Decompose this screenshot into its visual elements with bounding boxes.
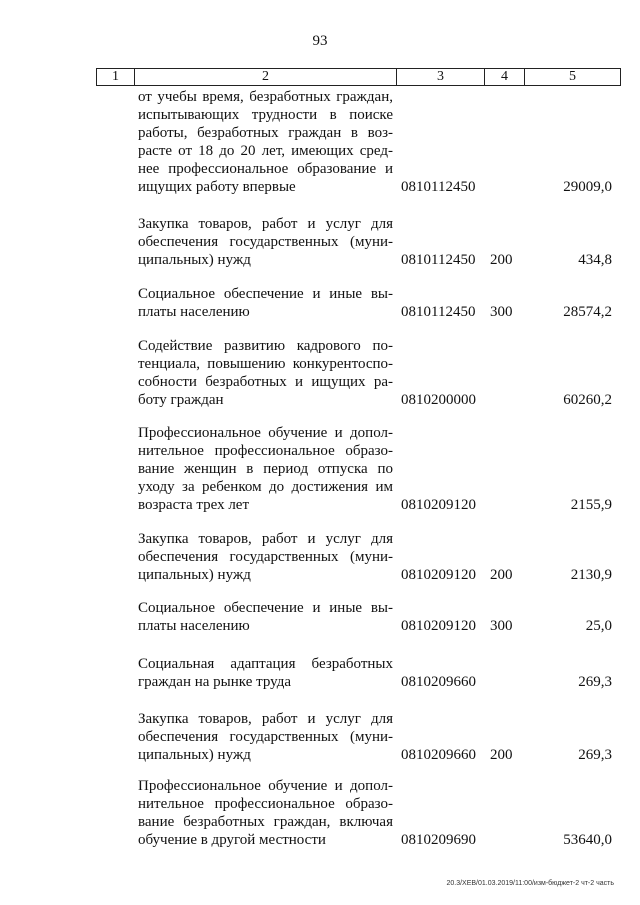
- row-code: 0810209690: [401, 832, 476, 848]
- description-line: Социальное обеспечение и иные вы-: [138, 286, 393, 302]
- row-description: [138, 337, 393, 409]
- description-line: тенциала, повышению конкурентоспо-: [138, 356, 393, 372]
- row-code: 0810209120: [401, 497, 476, 513]
- row-amount: 53640,0: [563, 832, 612, 848]
- description-line: нее профессиональное образование и: [138, 161, 393, 177]
- row-code: 0810112450: [401, 179, 476, 195]
- row-code: 0810112450: [401, 304, 476, 320]
- row-expense-type: 300: [490, 304, 513, 320]
- row-amount: 2130,9: [570, 567, 612, 583]
- description-line: обеспечения государственных (муни-: [138, 234, 393, 250]
- header-col-5: 5: [569, 69, 576, 84]
- row-expense-type: 200: [490, 747, 513, 763]
- row-description: [138, 599, 393, 635]
- description-line: платы населению: [138, 618, 250, 634]
- row-code: 0810209120: [401, 618, 476, 634]
- row-code: 0810209660: [401, 747, 476, 763]
- row-amount: 269,3: [578, 674, 612, 690]
- row-amount: 2155,9: [570, 497, 612, 513]
- row-amount: 269,3: [578, 747, 612, 763]
- description-line: Профессиональное обучение и допол-: [138, 425, 393, 441]
- description-line: возраста трех лет: [138, 497, 250, 513]
- row-code: 0810209660: [401, 674, 476, 690]
- description-line: работы, безработных граждан в воз-: [138, 125, 393, 141]
- description-line: Закупка товаров, работ и услуг для: [138, 711, 393, 727]
- description-line: Социальная адаптация безработных: [138, 656, 393, 672]
- row-description: [138, 424, 393, 514]
- description-line: Профессиональное обучение и допол-: [138, 778, 393, 794]
- row-description: [138, 88, 393, 196]
- description-line: граждан на рынке труда: [138, 674, 291, 690]
- row-code: 0810112450: [401, 252, 476, 268]
- description-line: Закупка товаров, работ и услуг для: [138, 531, 393, 547]
- description-line: ципальных) нужд: [138, 567, 251, 583]
- description-line: обеспечения государственных (муни-: [138, 549, 393, 565]
- description-line: ципальных) нужд: [138, 252, 251, 268]
- row-amount: 28574,2: [563, 304, 612, 320]
- description-line: обеспечения государственных (муни-: [138, 729, 393, 745]
- description-line: собности безработных и ищущих ра-: [138, 374, 393, 390]
- row-amount: 434,8: [578, 252, 612, 268]
- row-expense-type: 200: [490, 567, 513, 583]
- row-code: 0810209120: [401, 567, 476, 583]
- row-amount: 29009,0: [563, 179, 612, 195]
- row-expense-type: 200: [490, 252, 513, 268]
- description-line: платы населению: [138, 304, 250, 320]
- document-footer: 20.3/ХЕВ/01.03.2019/11:00/изм-бюджет-2 чт-2 часть: [446, 880, 614, 887]
- description-line: вание женщин в период отпуска по: [138, 461, 393, 477]
- description-line: Содействие развитию кадрового по-: [138, 338, 393, 354]
- header-col-1: 1: [97, 69, 135, 85]
- description-line: испытывающих трудности в поиске: [138, 107, 393, 123]
- description-line: ципальных) нужд: [138, 747, 251, 763]
- row-amount: 60260,2: [563, 392, 612, 408]
- description-line: боту граждан: [138, 392, 224, 408]
- description-line: расте от 18 до 20 лет, имеющих сред-: [138, 143, 393, 159]
- page-number: 93: [312, 33, 328, 49]
- row-code: 0810200000: [401, 392, 476, 408]
- row-description: [138, 530, 393, 584]
- row-description: [138, 710, 393, 764]
- header-col-2: 2: [135, 69, 397, 85]
- row-description: [138, 215, 393, 269]
- table-header-row: [96, 68, 621, 86]
- description-line: обучение в другой местности: [138, 832, 326, 848]
- description-line: нительное профессиональное образо-: [138, 796, 393, 812]
- row-expense-type: 300: [490, 618, 513, 634]
- description-line: от учебы время, безработных граждан,: [138, 89, 393, 105]
- description-line: ищущих работу впервые: [138, 179, 296, 195]
- header-col-4: 4: [485, 69, 525, 85]
- description-line: Социальное обеспечение и иные вы-: [138, 600, 393, 616]
- description-line: уходу за ребенком до достижения им: [138, 479, 393, 495]
- description-line: Закупка товаров, работ и услуг для: [138, 216, 393, 232]
- row-description: [138, 655, 393, 691]
- header-col-3: 3: [397, 69, 485, 85]
- row-description: [138, 777, 393, 849]
- description-line: нительное профессиональное образо-: [138, 443, 393, 459]
- description-line: вание безработных граждан, включая: [138, 814, 393, 830]
- row-description: [138, 285, 393, 321]
- row-amount: 25,0: [585, 618, 612, 634]
